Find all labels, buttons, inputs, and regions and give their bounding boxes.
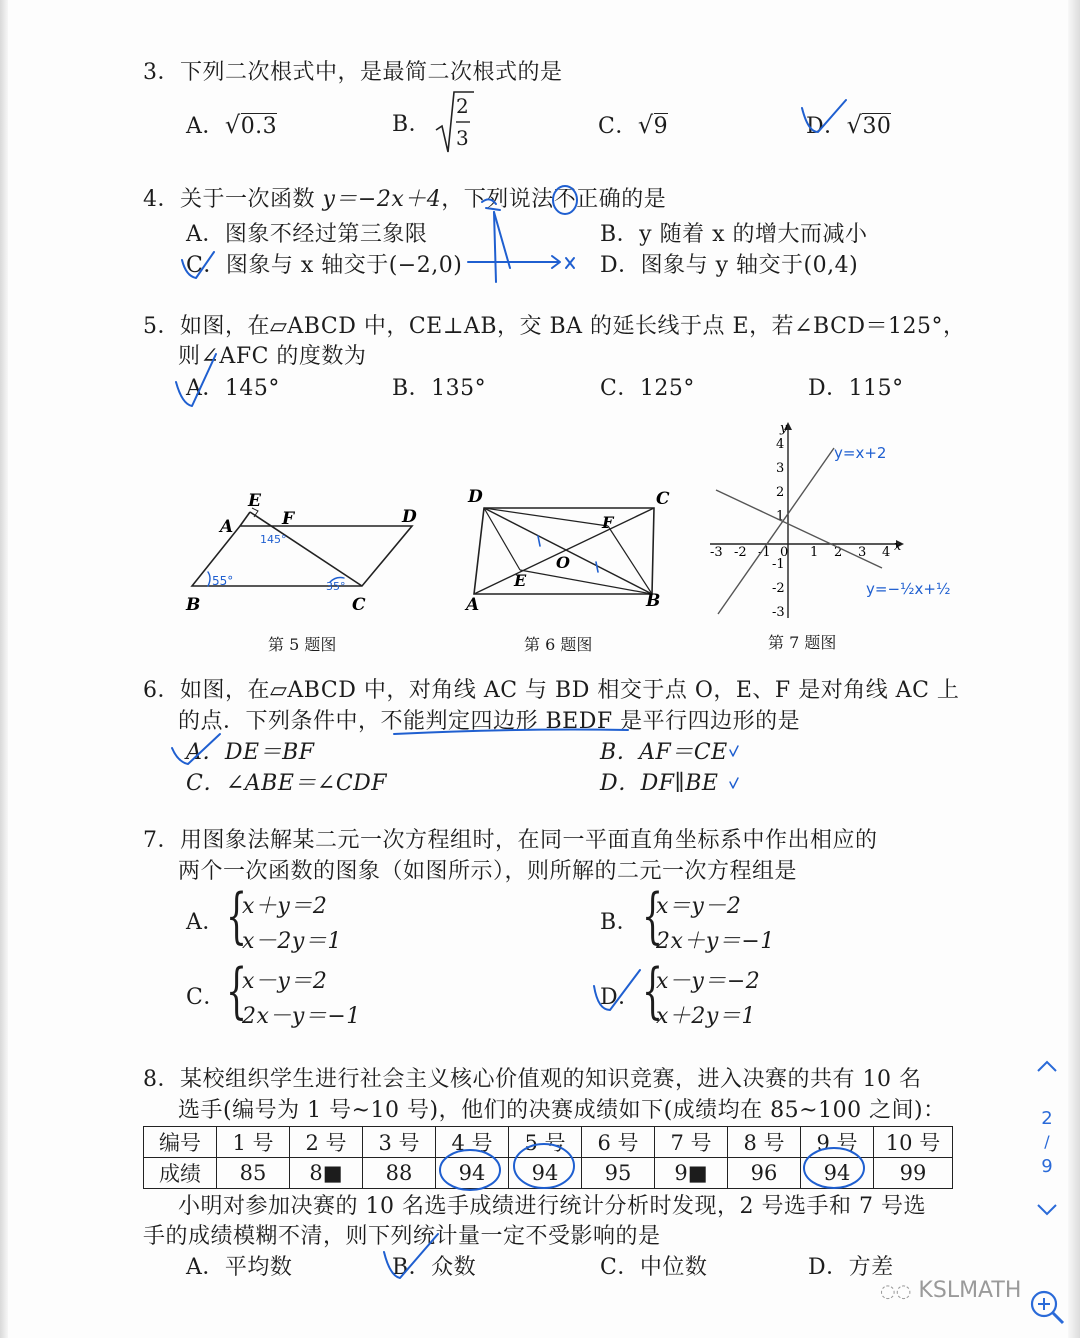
- q8-line2: 选手(编号为 1 号~10 号)，他们的决赛成绩如下(成绩均在 85~100 之间)：: [178, 1098, 946, 1123]
- q7-c-eq2: 2x－y＝−1: [242, 1004, 361, 1029]
- check-mark-icon: [176, 354, 216, 406]
- table-cell: 1 号: [217, 1127, 290, 1158]
- sketch-x-label: [566, 258, 574, 268]
- watermark-text: KSLMATH: [918, 1278, 1022, 1303]
- q3-a-value: 0.3: [240, 114, 278, 139]
- check-mark-icon: [594, 970, 640, 1010]
- q8-option-b: B．众数: [392, 1255, 477, 1280]
- circle-mark-icon: [514, 1144, 574, 1188]
- q7-a-label: A．: [186, 910, 225, 935]
- table-cell: 99: [874, 1158, 953, 1189]
- fig7-xtick: -2: [734, 545, 747, 560]
- q3-c-label: C．: [598, 114, 638, 139]
- fig7-hand-line2: y=−½x+½: [866, 580, 951, 598]
- q5-option-d: D．115°: [808, 376, 904, 401]
- q6-option-b: B．AF＝CE: [600, 740, 728, 765]
- q4-option-a: A．图象不经过第三象限: [186, 222, 428, 247]
- fig5-label-e: E: [248, 491, 261, 511]
- q7-line2: 两个一次函数的图象（如图所示），则所解的二元一次方程组是: [178, 859, 798, 884]
- left-brace-icon: {: [642, 881, 664, 951]
- fig5-hand-angle-c: 35°: [326, 580, 346, 593]
- q4-stem-post: ，下列说法不正确的是: [441, 187, 667, 212]
- left-brace-icon: {: [226, 881, 248, 951]
- q7-a-eq2: x－2y＝1: [242, 929, 342, 954]
- fig7-xtick: 2: [834, 545, 843, 560]
- zoom-in-button[interactable]: [1028, 1288, 1068, 1332]
- table-cell: 95: [582, 1158, 655, 1189]
- sketch-line: [494, 212, 510, 268]
- q7-c-label: C．: [186, 985, 226, 1010]
- fig5-hand-angle-b: 55°: [212, 574, 234, 588]
- circle-mark-icon: [440, 1150, 500, 1190]
- q3-b-num: 2: [456, 94, 469, 118]
- fig7-ytick: -2: [772, 581, 785, 596]
- q7-d-eq1: x－y＝−2: [656, 969, 761, 994]
- q7-a-eq1: x＋y＝2: [242, 894, 328, 919]
- sqrt-icon: √: [637, 111, 654, 139]
- q7-b-label: B．: [600, 910, 640, 935]
- handwriting-scribble: [482, 199, 500, 210]
- q7-d-label: D．: [600, 985, 641, 1010]
- table-cell: 8■: [290, 1158, 363, 1189]
- q6-option-d: D．DF∥BE: [600, 771, 719, 796]
- fig7-ytick: 3: [776, 461, 785, 476]
- fig5-label-f: F: [282, 509, 295, 529]
- table-cell: 8 号: [728, 1127, 801, 1158]
- page-down-button[interactable]: [1030, 1202, 1064, 1232]
- q5-option-c: C．125°: [600, 376, 695, 401]
- fig7-ytick: 4: [776, 437, 785, 452]
- q3-b-den: 3: [456, 126, 469, 150]
- q3-d-label: D．: [806, 114, 847, 139]
- circle-mark-icon: [553, 186, 577, 214]
- q4-option-d: D．图象与 y 轴交于(0,4): [600, 253, 859, 278]
- watermark: [880, 1278, 1021, 1303]
- circle-mark-icon: [804, 1148, 864, 1188]
- q7-b-eq1: x＝y－2: [656, 894, 742, 919]
- q7-b-eq2: 2x＋y＝−1: [656, 929, 775, 954]
- table-header-cell: 编号: [144, 1127, 217, 1158]
- q3-option-b-label: B．: [392, 112, 432, 137]
- sketch-axis-y: [494, 212, 496, 282]
- fig5-label-c: C: [352, 595, 366, 615]
- q5-option-a: A．145°: [186, 376, 280, 401]
- sqrt-icon: √: [846, 111, 863, 139]
- check-mark-icon: [172, 734, 220, 764]
- q7-d-eq2: x＋2y＝1: [656, 1004, 756, 1029]
- q4-option-c: C．图象与 x 轴交于(−2,0): [186, 253, 463, 278]
- fig6-label-c: C: [656, 489, 670, 509]
- small-check-icon: [730, 746, 738, 756]
- q3-stem: 3．下列二次根式中，是最简二次根式的是: [143, 60, 563, 85]
- table-cell: 5 号: [509, 1127, 582, 1158]
- sqrt-icon: √: [224, 111, 241, 139]
- q6-option-a: A．DE＝BF: [186, 740, 315, 765]
- fig5-hand-angle-145: 145°: [260, 533, 287, 546]
- table-cell: 9 号: [801, 1127, 874, 1158]
- fig7-ytick: 2: [776, 485, 785, 500]
- q7-line1: 7．用图象法解某二元一次方程组时，在同一平面直角坐标系中作出相应的: [143, 828, 878, 853]
- fig5-label-a: A: [220, 517, 234, 537]
- q3-c-value: 9: [653, 114, 669, 139]
- q5-option-b: B．135°: [392, 376, 487, 401]
- fig7-ytick: -3: [772, 605, 785, 620]
- q6-line1: 6．如图，在▱ABCD 中，对角线 AC 与 BD 相交于点 O，E、F 是对角线 AC 上: [143, 678, 960, 703]
- q4-stem-formula: y＝−2x＋4: [322, 187, 442, 212]
- fig7-xlabel: x: [894, 539, 902, 554]
- fig7-xtick: 4: [882, 545, 891, 560]
- q3-d-value: 30: [862, 114, 892, 139]
- fig7-ylabel: y: [780, 421, 788, 436]
- wechat-icon: ◌◌: [880, 1281, 912, 1302]
- underline-mark: [394, 730, 628, 735]
- fig7-xtick: -1: [758, 545, 771, 560]
- q8-option-c: C．中位数: [600, 1255, 708, 1280]
- table-cell: 6 号: [582, 1127, 655, 1158]
- page-total: 9: [1041, 1156, 1053, 1177]
- page-current: 2: [1041, 1108, 1053, 1129]
- fig7-xtick: 0: [780, 545, 789, 560]
- table-cell: 85: [217, 1158, 290, 1189]
- q7-c-eq1: x－y＝2: [242, 969, 328, 994]
- q3-a-label: A．: [186, 114, 225, 139]
- check-mark-icon: [802, 100, 846, 132]
- chevron-down-icon: [1035, 1202, 1059, 1218]
- fig6-label-a: A: [466, 595, 480, 615]
- table-cell: 94: [801, 1158, 874, 1189]
- q6-line2: 的点．下列条件中，不能判定四边形 BEDF 是平行四边形的是: [178, 709, 801, 734]
- fig5-caption: 第 5 题图: [268, 635, 337, 654]
- fig6-label-f: F: [602, 513, 614, 532]
- table-cell: 94: [436, 1158, 509, 1189]
- table-header-cell: 成绩: [144, 1158, 217, 1189]
- q8-line3: 小明对参加决赛的 10 名选手成绩进行统计分析时发现，2 号选手和 7 号选: [178, 1194, 926, 1219]
- fig7-xtick: 1: [810, 545, 819, 560]
- check-mark-icon: [182, 252, 214, 278]
- table-cell: 7 号: [655, 1127, 728, 1158]
- fig7-ytick: -1: [772, 557, 785, 572]
- check-mark-icon: [384, 1234, 438, 1278]
- small-check-icon: [730, 778, 738, 788]
- q6-option-c: C．∠ABE＝∠CDF: [186, 771, 388, 796]
- fig7-caption: 第 7 题图: [768, 633, 837, 652]
- fig6-caption: 第 6 题图: [524, 635, 593, 654]
- fig5-label-d: D: [402, 507, 417, 527]
- q8-option-a: A．平均数: [186, 1255, 293, 1280]
- q4-option-b: B．y 随着 x 的增大而减小: [600, 222, 868, 247]
- fig6-label-d: D: [468, 487, 483, 507]
- fig6-label-o: O: [556, 553, 570, 572]
- q8-line4: 手的成绩模糊不清，则下列统计量一定不受影响的是: [143, 1224, 661, 1249]
- table-cell: 10 号: [874, 1127, 953, 1158]
- zoom-in-icon: [1028, 1288, 1068, 1328]
- fig7-xtick: 3: [858, 545, 867, 560]
- q5-line1: 5．如图，在▱ABCD 中，CE⊥AB，交 BA 的延长线于点 E，若∠BCD＝125°，: [143, 314, 966, 339]
- q5-line2: 则∠AFC 的度数为: [178, 344, 367, 369]
- fig6-label-e: E: [514, 571, 527, 590]
- table-cell: 2 号: [290, 1127, 363, 1158]
- table-cell: 3 号: [363, 1127, 436, 1158]
- page-up-button[interactable]: [1030, 1058, 1064, 1088]
- page-separator: /: [1044, 1132, 1050, 1151]
- table-cell: 88: [363, 1158, 436, 1189]
- chevron-up-icon: [1035, 1058, 1059, 1074]
- fig5-label-b: B: [186, 595, 201, 615]
- q8-line1: 8．某校组织学生进行社会主义核心价值观的知识竞赛，进入决赛的共有 10 名: [143, 1067, 922, 1092]
- fig7-hand-line1: y=x+2: [834, 444, 887, 462]
- q8-option-d: D．方差: [808, 1255, 894, 1280]
- table-cell: 4 号: [436, 1127, 509, 1158]
- table-cell: 94: [509, 1158, 582, 1189]
- q4-stem-pre: 4．关于一次函数: [143, 187, 323, 212]
- fig7-xtick: -3: [710, 545, 723, 560]
- fig6-label-b: B: [646, 591, 661, 611]
- table-cell: 96: [728, 1158, 801, 1189]
- fig7-ytick: 1: [776, 509, 785, 524]
- left-brace-icon: {: [642, 956, 664, 1026]
- table-cell: 9■: [655, 1158, 728, 1189]
- left-brace-icon: {: [226, 956, 248, 1026]
